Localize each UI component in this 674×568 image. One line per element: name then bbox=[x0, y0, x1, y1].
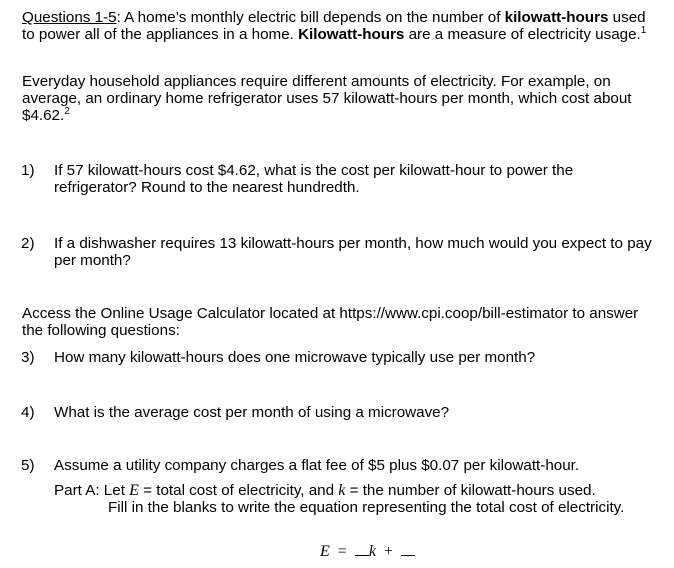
question-text: What is the average cost per month of using a microwave? bbox=[54, 404, 450, 421]
question-text: If a dishwasher requires 13 kilowatt-hours per month, how much would you expect to pay per month? bbox=[54, 235, 652, 269]
part-a-eq2: = the number of kilowatt-hours used. bbox=[345, 482, 596, 499]
plus-sign: + bbox=[383, 543, 393, 560]
equation-lhs: E bbox=[320, 543, 330, 560]
equation-variable: k bbox=[368, 543, 376, 560]
variable-k: k bbox=[338, 482, 346, 499]
variable-e: E bbox=[129, 482, 139, 499]
part-a-eq1: = total cost of electricity, and bbox=[138, 482, 339, 499]
term-kilowatt-hours-2: Kilowatt-hours bbox=[298, 26, 405, 43]
part-a-definition bbox=[54, 482, 664, 499]
calculator-intro: Access the Online Usage Calculator located at https://www.cpi.coop/bill-estimator to answer the following questions: bbox=[22, 305, 639, 339]
part-a-instruction: Fill in the blanks to write the equation representing the total cost of electricity. bbox=[108, 499, 625, 516]
term-kilowatt-hours: kilowatt-hours bbox=[504, 9, 609, 26]
appliance-text: Everyday household appliances require different amounts of electricity. For example, on average, an ordinary home refrigerator uses 57 kilowatt-hours per month, which cost about $4.62. bbox=[22, 73, 632, 124]
part-a-lead: Part A: Let bbox=[54, 482, 130, 499]
question-text: Assume a utility company charges a flat fee of $5 plus $0.07 per kilowatt-hour. bbox=[54, 457, 580, 474]
question-number: 2) bbox=[21, 235, 35, 252]
footnote-1: 1 bbox=[640, 25, 647, 36]
footnote-2: 2 bbox=[64, 106, 70, 117]
question-text: If 57 kilowatt-hours cost $4.62, what is the cost per kilowatt-hour to power the refrigerator? Round to the nearest hundredth. bbox=[54, 162, 574, 196]
blank-slope[interactable] bbox=[355, 543, 369, 556]
equation bbox=[320, 543, 415, 560]
question-number: 4) bbox=[21, 404, 35, 421]
intro-text-a: : A home’s monthly electric bill depends on the number of bbox=[116, 9, 505, 26]
appliance-paragraph bbox=[22, 73, 662, 124]
equals-sign: = bbox=[337, 543, 347, 560]
blank-constant[interactable] bbox=[401, 543, 415, 556]
intro-text-c: used to power all of the appliances in a home. bbox=[22, 9, 646, 43]
question-number: 5) bbox=[21, 457, 35, 474]
intro-text-e: are a measure of electricity usage. bbox=[404, 26, 641, 43]
question-text: How many kilowatt-hours does one microwave typically use per month? bbox=[54, 349, 536, 366]
question-number: 1) bbox=[21, 162, 35, 179]
intro-paragraph bbox=[22, 9, 662, 43]
question-number: 3) bbox=[21, 349, 35, 366]
questions-heading: Questions 1-5 bbox=[22, 9, 117, 26]
